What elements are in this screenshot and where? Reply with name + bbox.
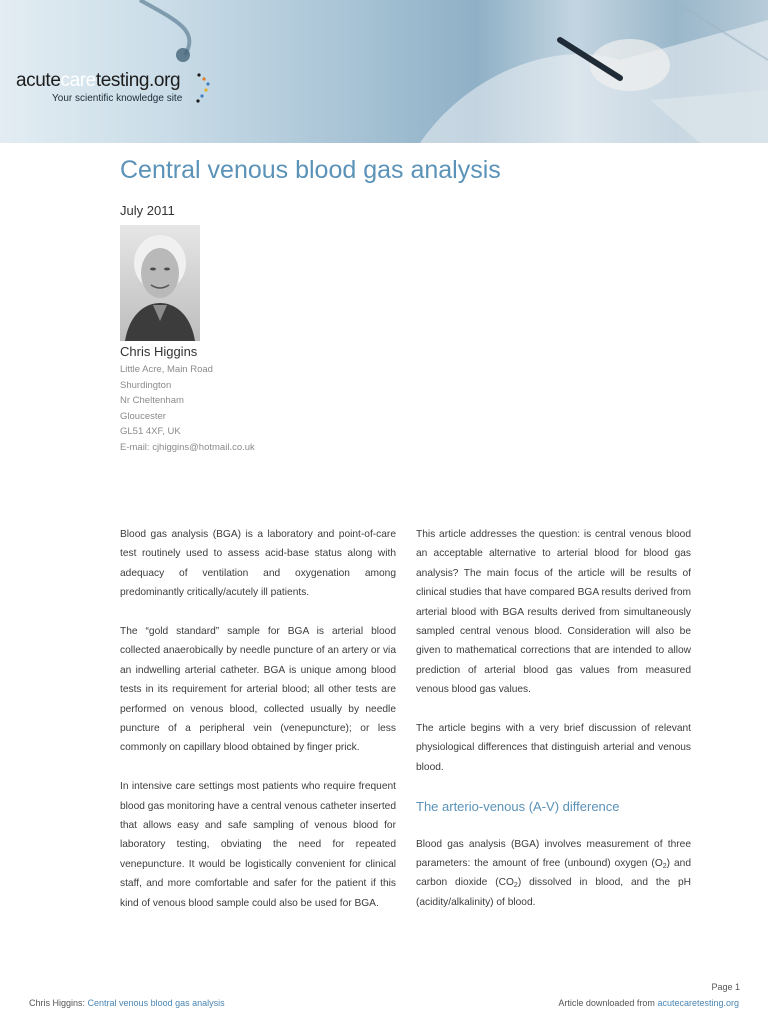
author-portrait bbox=[120, 225, 200, 341]
address-line: Little Acre, Main Road bbox=[120, 364, 213, 375]
address-line: Gloucester bbox=[120, 410, 166, 422]
section-heading: The arterio-venous (A-V) difference bbox=[416, 798, 620, 814]
author-email[interactable]: E-mail: cjhiggins@hotmail.co.uk bbox=[120, 441, 255, 453]
body-column-right bbox=[416, 525, 691, 932]
author-name: Chris Higgins bbox=[120, 344, 198, 359]
logo-text-care: care bbox=[60, 70, 96, 91]
article-title: Central venous blood gas analysis bbox=[120, 156, 501, 184]
footer-article-link[interactable]: Central venous blood gas analysis bbox=[87, 998, 225, 1008]
body-paragraph: Blood gas analysis (BGA) involves measurement of three parameters: the amount of free (unbound) oxygen $(O_2)$ and carbon dioxide $(CO_2)$ dissolved in blood, and the pH (acidity/alkalinity) of blood. bbox=[416, 838, 691, 908]
logo-tagline: Your scientific knowledge site bbox=[52, 93, 183, 104]
footer-citation: Chris Higgins: Central venous blood gas analysis bbox=[29, 998, 225, 1008]
logo-dots-icon bbox=[194, 72, 216, 106]
footer-site-link[interactable]: acutecaretesting.org bbox=[657, 998, 739, 1008]
footer-source: Article downloaded from acutecaretesting.org bbox=[558, 998, 739, 1008]
body-paragraph: The article begins with a very brief discussion of relevant physiological differences that distinguish arterial and venous blood. bbox=[416, 723, 691, 773]
site-logo[interactable] bbox=[16, 70, 182, 104]
header-banner bbox=[0, 0, 768, 143]
logo-text-testing: testing.org bbox=[95, 70, 181, 91]
page-number: Page 1 bbox=[711, 982, 740, 992]
author-address bbox=[120, 362, 255, 455]
body-paragraph: Blood gas analysis (BGA) is a laboratory and point-of-care test routinely used to assess acid-base status along with adequacy of ventilation and oxygenation among predominantly critically/acutely ill patients. bbox=[120, 529, 396, 599]
article-date: July 2011 bbox=[120, 203, 175, 218]
body-paragraph: In intensive care settings most patients who require frequent blood gas monitoring have a central venous catheter inserted that allows easy and safe sampling of venous blood for laboratory testing, obviating the need for repeated venepuncture. It would be logistically convenient for clinical staff, and more comfortable and safer for the patient if this kind of venous blood sample could also be used for BGA. bbox=[120, 781, 396, 909]
body-paragraph: The “gold standard” sample for BGA is arterial blood collected anaerobically by needle puncture of an artery or via an indwelling arterial catheter. BGA is unique among blood tests in its requirement for arterial blood; all other tests are performed on venous blood, collected usually by needle puncture of a peripheral vein (venepuncture); or less commonly on capillary blood obtained by finger prick. bbox=[120, 626, 396, 754]
address-line: Shurdington bbox=[120, 379, 172, 391]
address-line: GL51 4XF, UK bbox=[120, 426, 181, 437]
body-paragraph: This article addresses the question: is central venous blood an acceptable alternative to arterial blood for blood gas analysis? The main focus of the article will be results of clinical studies that have compared BGA results derived from arterial blood with BGA results derived from simultaneously sampled central venous blood. Consideration will also be given to mathematical corrections that are intended to allow prediction of arterial blood gas values from measured venous blood gas values. bbox=[416, 529, 691, 696]
logo-text-acute: acute bbox=[16, 70, 61, 91]
body-column-left bbox=[120, 525, 396, 932]
address-line: Nr Cheltenham bbox=[120, 395, 184, 406]
